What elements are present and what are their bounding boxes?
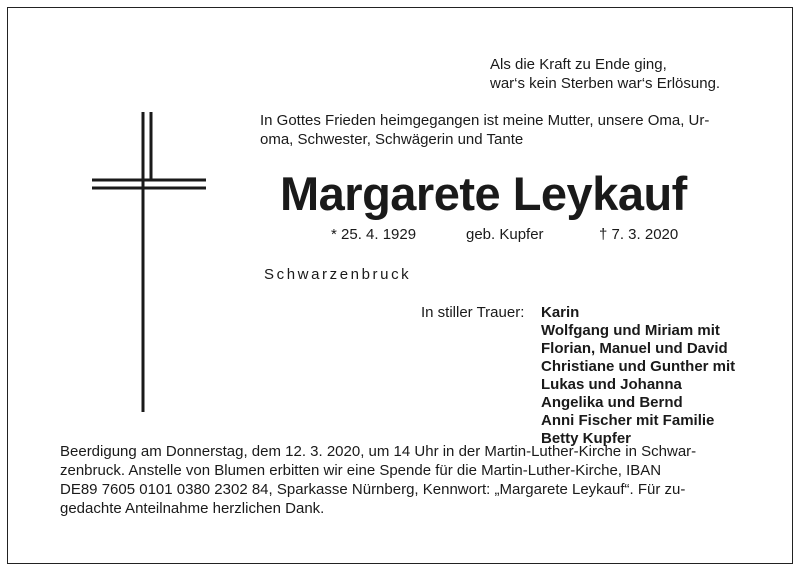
mourner: Anni Fischer mit Familie: [541, 412, 715, 429]
mourner: Florian, Manuel und David: [541, 340, 728, 357]
intro-line: In Gottes Frieden heimgegangen ist meine Mutter, unsere Oma, Ur-: [260, 112, 710, 129]
maiden-name: geb. Kupfer: [466, 226, 544, 243]
funeral-info: [60, 442, 696, 518]
mourner: Angelika und Bernd: [541, 394, 683, 411]
cross-icon: [92, 112, 206, 412]
mourner: Betty Kupfer: [541, 430, 632, 447]
mourner: Lukas und Johanna: [541, 376, 682, 393]
intro-text: [260, 111, 760, 149]
mourners-list: [541, 304, 735, 448]
mourner: Wolfgang und Miriam mit: [541, 322, 720, 339]
motto-line: Als die Kraft zu Ende ging,: [490, 56, 667, 73]
funeral-line: DE89 7605 0101 0380 2302 84, Sparkasse Nürnberg, Kennwort: „Margarete Leykauf“. Für zu-: [60, 481, 686, 498]
mourner: Karin: [541, 304, 580, 321]
motto-line: war‘s kein Sterben war‘s Erlösung.: [490, 75, 721, 92]
birth-date: * 25. 4. 1929: [331, 226, 417, 243]
obituary-notice: [7, 7, 793, 564]
motto-verse: [490, 55, 720, 93]
mourner: Christiane und Gunther mit: [541, 358, 736, 375]
funeral-line: zenbruck. Anstelle von Blumen erbitten wir eine Spende für die Martin-Luther-Kirche, IBAN: [60, 462, 662, 479]
mourning-label: In stiller Trauer:: [421, 304, 525, 321]
intro-line: oma, Schwester, Schwägerin und Tante: [260, 131, 524, 148]
death-date: † 7. 3. 2020: [599, 226, 679, 243]
residence-place: Schwarzenbruck: [264, 266, 412, 283]
deceased-name: Margarete Leykauf: [280, 167, 687, 220]
funeral-line: gedachte Anteilnahme herzlichen Dank.: [60, 500, 325, 517]
funeral-line: Beerdigung am Donnerstag, dem 12. 3. 2020, um 14 Uhr in der Martin-Luther-Kirche in Schwar-: [60, 443, 697, 460]
